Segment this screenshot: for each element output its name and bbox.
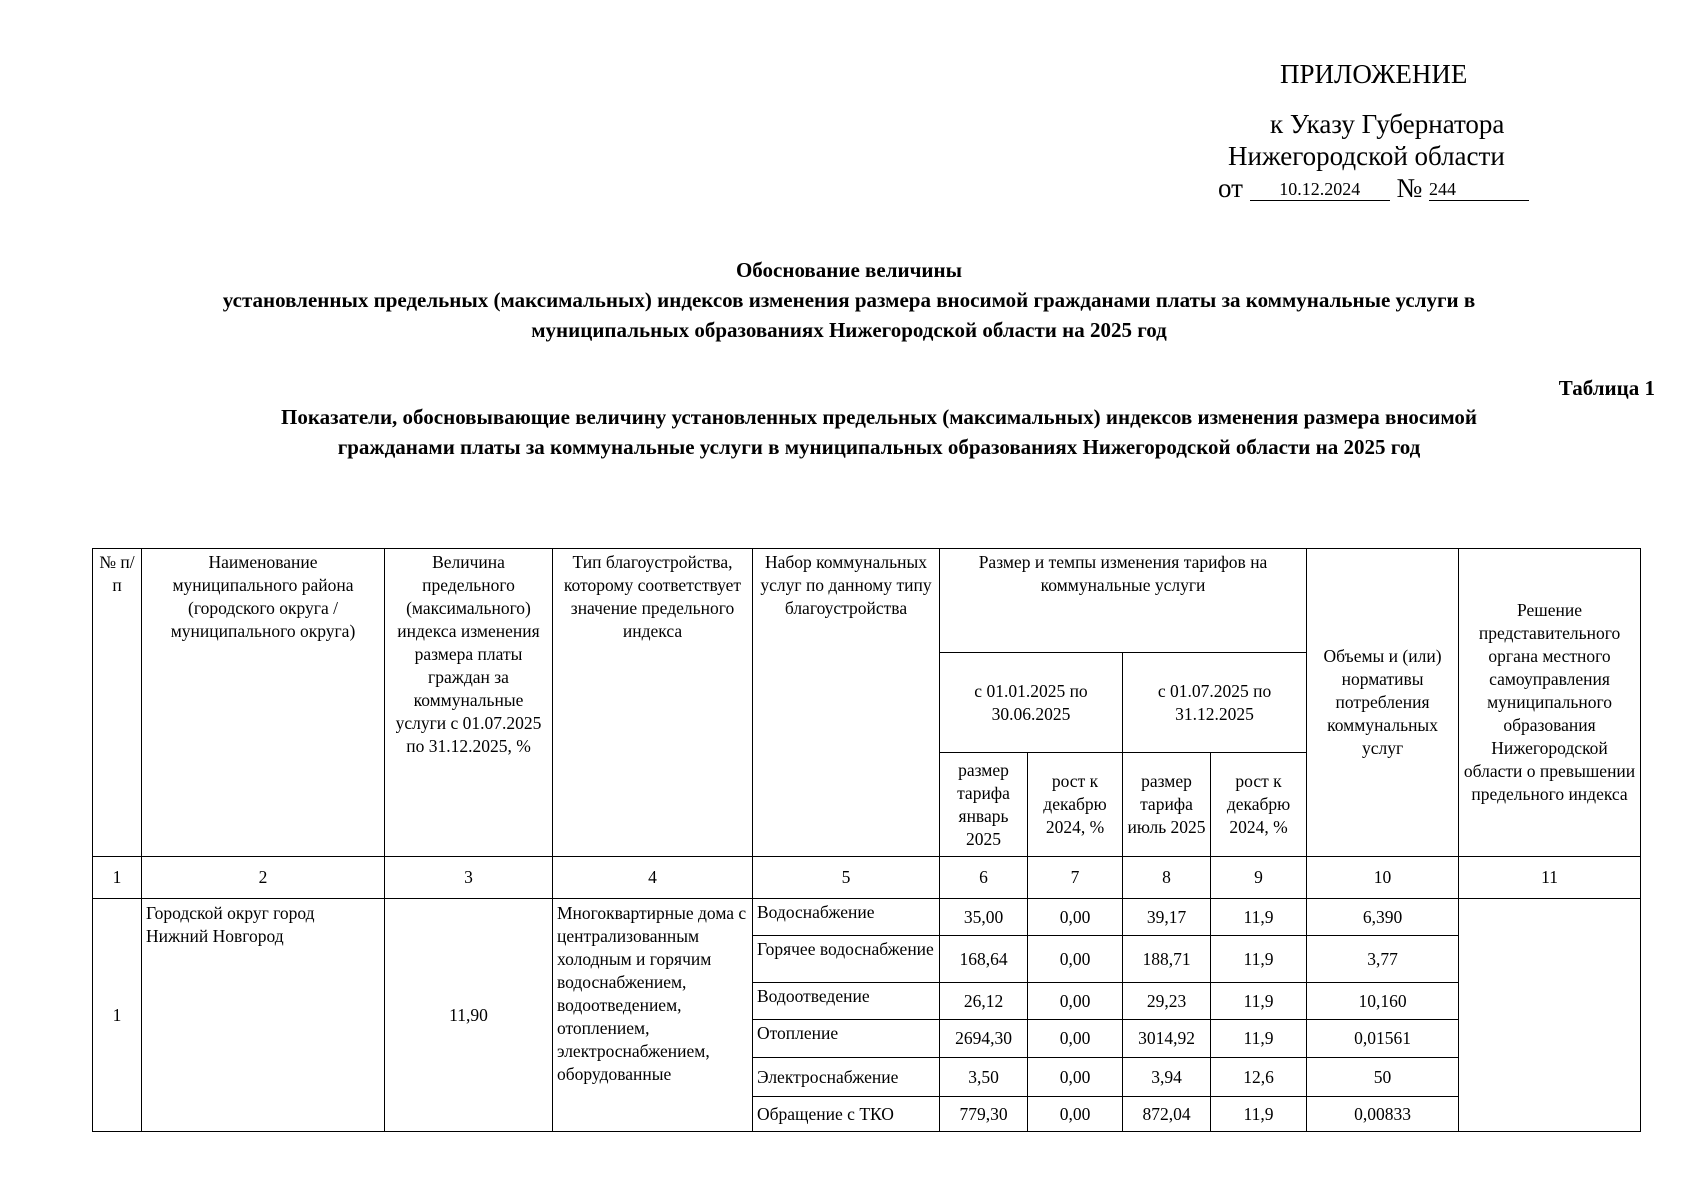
improvement-type bbox=[553, 899, 753, 1132]
column-numbers-row bbox=[93, 857, 1641, 899]
tariff-jul: 29,23 bbox=[1123, 983, 1211, 1020]
column-number: 4 bbox=[553, 857, 753, 899]
header-period-1: с 01.01.2025 по 30.06.2025 bbox=[940, 653, 1123, 753]
growth-jul: 11,9 bbox=[1211, 936, 1307, 983]
column-number: 3 bbox=[385, 857, 553, 899]
max-index-value: 11,90 bbox=[385, 899, 553, 1132]
table-caption-line-2: гражданами платы за коммунальные услуги в муниципальных образованиях Нижегородской области на 2025 год bbox=[337, 435, 1421, 459]
header-col-7: рост к декабрю 2024, % bbox=[1028, 753, 1123, 857]
header-period-2: с 01.07.2025 по 31.12.2025 bbox=[1123, 653, 1307, 753]
column-number: 1 bbox=[93, 857, 142, 899]
column-number: 11 bbox=[1459, 857, 1641, 899]
tariff-jan: 779,30 bbox=[940, 1097, 1028, 1132]
document-heading bbox=[140, 255, 1558, 345]
decision-cell bbox=[1459, 899, 1641, 1132]
service-name: Обращение с ТКО bbox=[753, 1097, 940, 1132]
header-col-5: Набор коммунальных услуг по данному типу благоустройства bbox=[753, 549, 940, 857]
tariff-jan: 2694,30 bbox=[940, 1020, 1028, 1058]
growth-jul: 11,9 bbox=[1211, 1097, 1307, 1132]
heading-line-3: муниципальных образованиях Нижегородской области на 2025 год bbox=[531, 318, 1167, 342]
indicators-table bbox=[92, 548, 1641, 1132]
header-tariffs-group: Размер и темпы изменения тарифов на коммунальные услуги bbox=[940, 549, 1307, 653]
decree-number: 244 bbox=[1429, 178, 1529, 201]
consumption-volume: 6,390 bbox=[1307, 899, 1459, 936]
tariff-jan: 3,50 bbox=[940, 1058, 1028, 1097]
header-col-10: Объемы и (или) нормативы потребления коммунальных услуг bbox=[1307, 549, 1459, 857]
growth-jan: 0,00 bbox=[1028, 899, 1123, 936]
appendix-line-1: к Указу Губернатора bbox=[1270, 109, 1505, 139]
heading-line-2: установленных предельных (максимальных) индексов изменения размера вносимой гражданами платы за коммунальные услуги в bbox=[222, 288, 1476, 312]
tariff-jul: 188,71 bbox=[1123, 936, 1211, 983]
table-label: Таблица 1 bbox=[1558, 376, 1655, 400]
service-name: Водоотведение bbox=[753, 983, 940, 1020]
header-col-2: Наименование муниципального района (городского округа / муниципального округа) bbox=[142, 549, 385, 857]
table-row bbox=[93, 899, 1641, 936]
improvement-type-text: Многоквартирные дома с централизованным холодным и горячим водоснабжением, водоотведением, отоплением, электроснабжением, оборудованные bbox=[557, 903, 747, 1084]
column-number: 6 bbox=[940, 857, 1028, 899]
tariff-jul: 3014,92 bbox=[1123, 1020, 1211, 1058]
tariff-jan: 35,00 bbox=[940, 899, 1028, 936]
growth-jul: 11,9 bbox=[1211, 1020, 1307, 1058]
header-col-4: Тип благоустройства, которому соответствует значение предельного индекса bbox=[553, 549, 753, 857]
consumption-volume: 0,01561 bbox=[1307, 1020, 1459, 1058]
consumption-volume: 3,77 bbox=[1307, 936, 1459, 983]
service-name: Отопление bbox=[753, 1020, 940, 1058]
decree-date: 10.12.2024 bbox=[1250, 178, 1390, 201]
growth-jul: 11,9 bbox=[1211, 983, 1307, 1020]
tariff-jul: 872,04 bbox=[1123, 1097, 1211, 1132]
column-number: 5 bbox=[753, 857, 940, 899]
column-number: 8 bbox=[1123, 857, 1211, 899]
row-number: 1 bbox=[93, 899, 142, 1132]
tariff-jan: 168,64 bbox=[940, 936, 1028, 983]
service-name: Электроснабжение bbox=[753, 1058, 940, 1097]
number-sign: № bbox=[1396, 173, 1423, 203]
header-col-11: Решение представительного органа местного самоуправления муниципального образования Нижегородской области о превышении предельного индекса bbox=[1459, 549, 1641, 857]
growth-jan: 0,00 bbox=[1028, 1058, 1123, 1097]
municipality-name: Городской округ город Нижний Новгород bbox=[142, 899, 385, 1132]
growth-jul: 12,6 bbox=[1211, 1058, 1307, 1097]
date-prefix: от bbox=[1218, 173, 1243, 203]
tariff-jul: 39,17 bbox=[1123, 899, 1211, 936]
header-col-8: размер тарифа июль 2025 bbox=[1123, 753, 1211, 857]
service-name: Горячее водоснабжение bbox=[753, 936, 940, 983]
tariff-jan: 26,12 bbox=[940, 983, 1028, 1020]
consumption-volume: 0,00833 bbox=[1307, 1097, 1459, 1132]
consumption-volume: 50 bbox=[1307, 1058, 1459, 1097]
table-caption-line-1: Показатели, обосновывающие величину установленных предельных (максимальных) индексов изменения размера вносимой bbox=[281, 405, 1477, 429]
header-row-1 bbox=[93, 549, 1641, 653]
appendix-line-2: Нижегородской области bbox=[1228, 141, 1505, 171]
column-number: 7 bbox=[1028, 857, 1123, 899]
growth-jul: 11,9 bbox=[1211, 899, 1307, 936]
service-name: Водоснабжение bbox=[753, 899, 940, 936]
heading-line-1: Обоснование величины bbox=[735, 258, 963, 282]
table-caption bbox=[170, 402, 1588, 462]
appendix-title: ПРИЛОЖЕНИЕ bbox=[1280, 59, 1468, 89]
tariff-jul: 3,94 bbox=[1123, 1058, 1211, 1097]
header-col-3: Величина предельного (максимального) индекса изменения размера платы граждан за коммунальные услуги с 01.07.2025 по 31.12.2025, % bbox=[385, 549, 553, 857]
header-col-9: рост к декабрю 2024, % bbox=[1211, 753, 1307, 857]
growth-jan: 0,00 bbox=[1028, 1097, 1123, 1132]
consumption-volume: 10,160 bbox=[1307, 983, 1459, 1020]
column-number: 2 bbox=[142, 857, 385, 899]
header-col-1: № п/п bbox=[93, 549, 142, 857]
growth-jan: 0,00 bbox=[1028, 983, 1123, 1020]
column-number: 9 bbox=[1211, 857, 1307, 899]
header-col-6: размер тарифа январь 2025 bbox=[940, 753, 1028, 857]
growth-jan: 0,00 bbox=[1028, 1020, 1123, 1058]
growth-jan: 0,00 bbox=[1028, 936, 1123, 983]
appendix-date-line bbox=[1218, 172, 1529, 204]
column-number: 10 bbox=[1307, 857, 1459, 899]
